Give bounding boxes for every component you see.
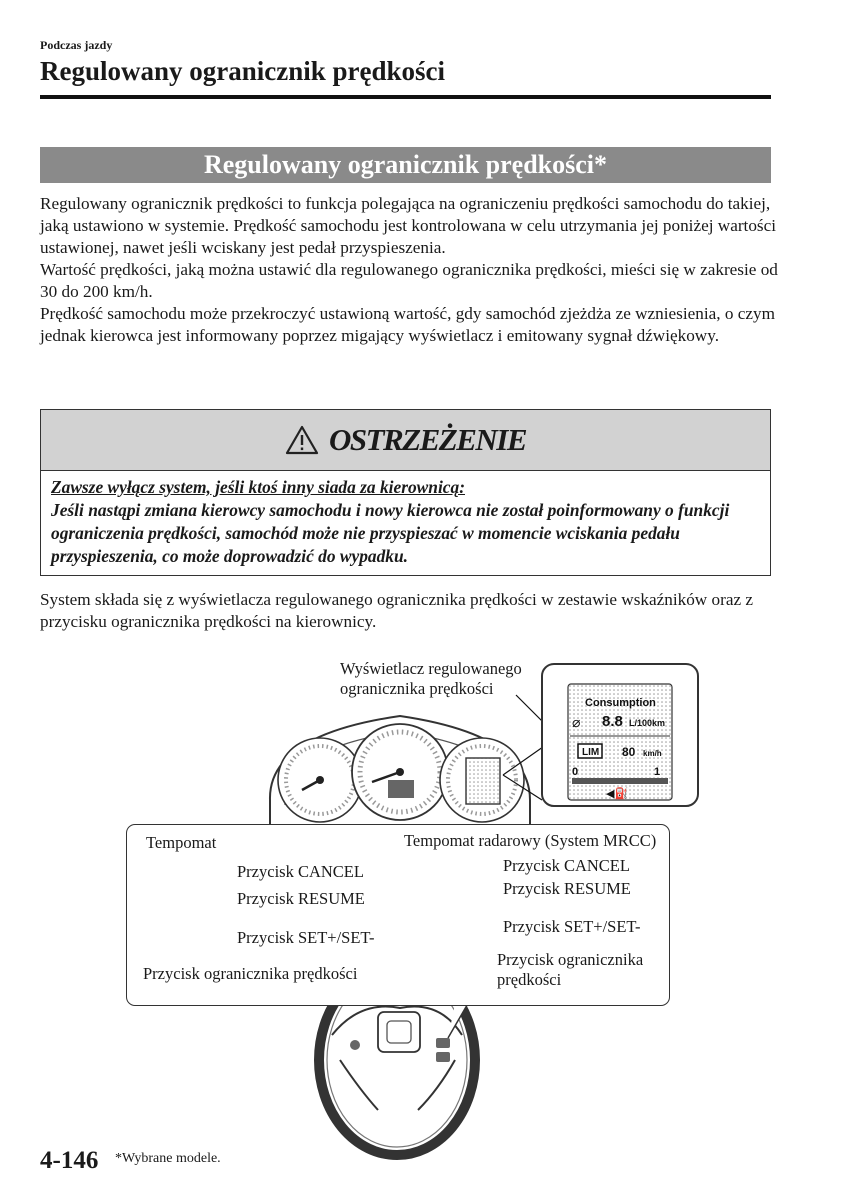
section-label: Podczas jazdy	[40, 38, 113, 52]
warning-header	[41, 410, 770, 471]
left-cancel-label: Przycisk CANCEL	[237, 862, 364, 881]
intro-paragraph-3: Prędkość samochodu może przekroczyć ustawioną wartość, gdy samochód zjeżdża ze wzniesienia, o czym jednak kierowca jest informowany poprzez migający wyświetlacz i emitowany sygnał dźwiękowy.	[40, 304, 775, 345]
display-label: Wyświetlacz regulowanego ogranicznika prędkości	[340, 659, 522, 698]
right-limiter-label: Przycisk ogranicznika prędkości	[497, 950, 644, 989]
display-speed-value: 80	[622, 745, 636, 759]
cruise-standard-title: Tempomat	[146, 833, 217, 852]
warning-body	[51, 476, 766, 568]
warning-box	[40, 409, 771, 576]
instrument-cluster	[270, 716, 530, 838]
right-resume-label: Przycisk RESUME	[503, 879, 631, 898]
cruise-mrcc-title: Tempomat radarowy (System MRCC)	[404, 831, 657, 850]
left-set-label: Przycisk SET+/SET-	[237, 928, 375, 947]
display-consumption-unit: L/100km	[629, 718, 666, 728]
title-rule	[40, 95, 771, 99]
right-cancel-label: Przycisk CANCEL	[503, 856, 630, 875]
display-scale-max: 1	[654, 766, 661, 778]
system-text: System składa się z wyświetlacza regulowanego ogranicznika prędkości w zestawie wskaźników oraz z przycisku ogranicznika prędkości na kierownicy.	[40, 590, 754, 631]
page-title: Regulowany ogranicznik prędkości	[40, 56, 446, 86]
display-consumption-value: 8.8	[602, 713, 623, 730]
page-number: 4-146	[40, 1147, 99, 1174]
section-banner: Regulowany ogranicznik prędkości*	[40, 147, 771, 183]
warning-title: OSTRZEŻENIE	[328, 422, 527, 457]
display-fuel-icon: ◀⛽	[606, 787, 629, 800]
display-average-icon: ⌀	[572, 714, 581, 730]
limiter-display	[542, 664, 698, 806]
display-lim-indicator: LIM	[582, 747, 600, 758]
warning-triangle-icon	[285, 425, 319, 455]
display-speed-unit: km/h	[643, 749, 662, 758]
warning-lead: Zawsze wyłącz system, jeśli ktoś inny siada za kierownicą:	[51, 477, 465, 497]
display-heading: Consumption	[585, 697, 656, 709]
intro-paragraph-2: Wartość prędkości, jaką można ustawić dla regulowanego ogranicznika prędkości, mieści się w zakresie od 30 do 200 km/h.	[40, 260, 778, 301]
footnote: *Wybrane modele.	[115, 1151, 221, 1166]
left-resume-label: Przycisk RESUME	[237, 889, 365, 908]
left-limiter-label: Przycisk ogranicznika prędkości	[143, 964, 358, 983]
intro-paragraph-1: Regulowany ogranicznik prędkości to funkcja polegająca na ograniczeniu prędkości samochodu do takiej, jaką ustawiono w systemie. Prędkość samochodu jest kontrolowana w celu utrzymania jej poniżej wartości ustawionej, nawet jeśli wciskany jest pedał przyspieszenia.	[40, 194, 777, 257]
intro-text	[40, 193, 780, 347]
display-scale-min: 0	[572, 766, 579, 778]
warning-text: Jeśli nastąpi zmiana kierowcy samochodu i nowy kierowca nie został poinformowany o funkcji ograniczenia prędkości, samochód może nie przyspieszać w momencie wciskania pedału przyspieszenia, co może doprowadzić do wypadku.	[51, 500, 730, 566]
right-set-label: Przycisk SET+/SET-	[503, 917, 641, 936]
